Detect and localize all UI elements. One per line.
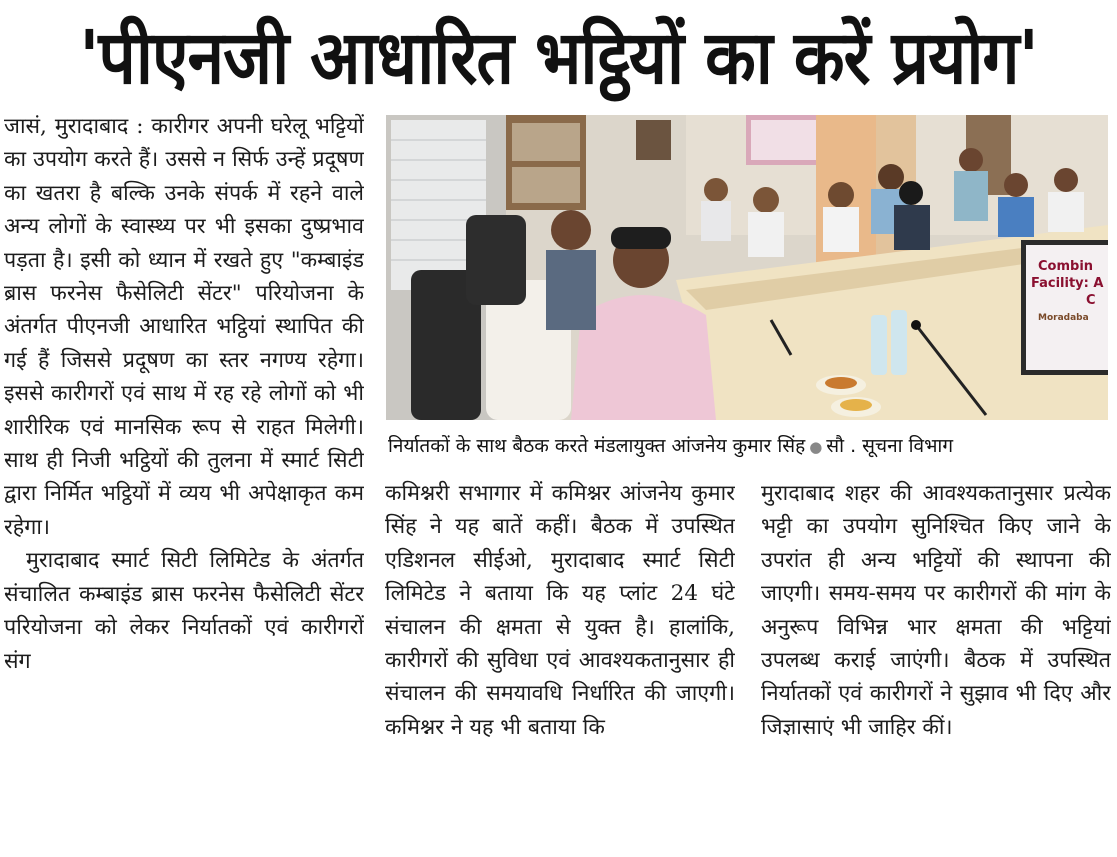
screen-text-line4: Moradaba bbox=[1038, 313, 1089, 323]
photo-credit: सौ . सूचना विभाग bbox=[826, 435, 954, 457]
article-column-2 bbox=[385, 477, 735, 855]
caption-text: निर्यातकों के साथ बैठक करते मंडलायुक्त आंजनेय कुमार सिंह bbox=[388, 435, 806, 457]
article-paragraph: मुरादाबाद स्मार्ट सिटी लिमिटेड के अंतर्गत संचालित कम्बाइंड ब्रास फरनेस फैसेलिटी सेंटर परियोजना को लेकर निर्यातकों एवं कारीगरों संग bbox=[4, 548, 364, 674]
article-paragraph: मुरादाबाद शहर की आवश्यकतानुसार प्रत्येक भट्टी का उपयोग सुनिश्चित किए जाने के उपरांत ही अन्य भट्टियों की स्थापना की जाएगी। समय-समय पर कारीगरों की मांग के अनुरूप विभिन्न भार क्षमता की भट्टियां उपलब्ध कराई जाएंगी। बैठक में उपस्थित निर्यातकों एवं कारीगरों ने सुझाव भी दिए और जिज्ञासाएं भी जाहिर कीं। bbox=[761, 481, 1111, 740]
photo-caption bbox=[388, 428, 1113, 464]
screen-text-line3: C bbox=[1086, 293, 1096, 308]
bullet-icon: ● bbox=[809, 438, 823, 456]
article-column-1 bbox=[4, 110, 364, 855]
article-column-3 bbox=[761, 477, 1111, 855]
article-paragraph: जासं, मुरादाबाद : कारीगर अपनी घरेलू भट्टियों का उपयोग करते हैं। उससे न सिर्फ उन्हें प्रदूषण का खतरा है बल्कि उनके संपर्क में रहने वाले अन्य लोगों के स्वास्थ्य पर भी इसका दुष्प्रभाव पड़ता है। इसी को ध्यान में रखते हुए "कम्बाइंड ब्रास फरनेस फैसेलिटी सेंटर" परियोजना के अंतर्गत पीएनजी आधारित भट्ठियां स्थापित की गई हैं जिससे प्रदूषण का स्तर नगण्य रहेगा। इससे कारीगरों एवं साथ में रह रहे लोगों को भी शारीरिक एवं मानसिक रूप से राहत मिलेगी। साथ ही निजी भट्ठियों की तुलना में स्मार्ट सिटी द्वारा निर्मित भट्ठियों में व्यय भी अपेक्षाकृत कम रहेगा। bbox=[4, 114, 364, 540]
meeting-photo bbox=[386, 115, 1108, 420]
article-paragraph: कमिश्नरी सभागार में कमिश्नर आंजनेय कुमार सिंह ने यह बातें कहीं। बैठक में उपस्थित एडिशनल सीईओ, मुरादाबाद स्मार्ट सिटी लिमिटेड ने बताया कि यह प्लांट 24 घंटे संचालन की क्षमता से युक्त है। हालांकि, कारीगरों की सुविधा एवं आवश्यकतानुसार ही संचालन की समयावधि निर्धारित की जाएगी। कमिश्नर ने यह भी बताया कि bbox=[385, 481, 735, 740]
meeting-photo-illustration bbox=[386, 115, 1108, 420]
screen-text-line1: Combin bbox=[1038, 259, 1094, 274]
screen-text-line2: Facility: A bbox=[1031, 276, 1104, 291]
headline: 'पीएनजी आधारित भट्ठियों का करें प्रयोग' bbox=[79, 14, 1038, 101]
